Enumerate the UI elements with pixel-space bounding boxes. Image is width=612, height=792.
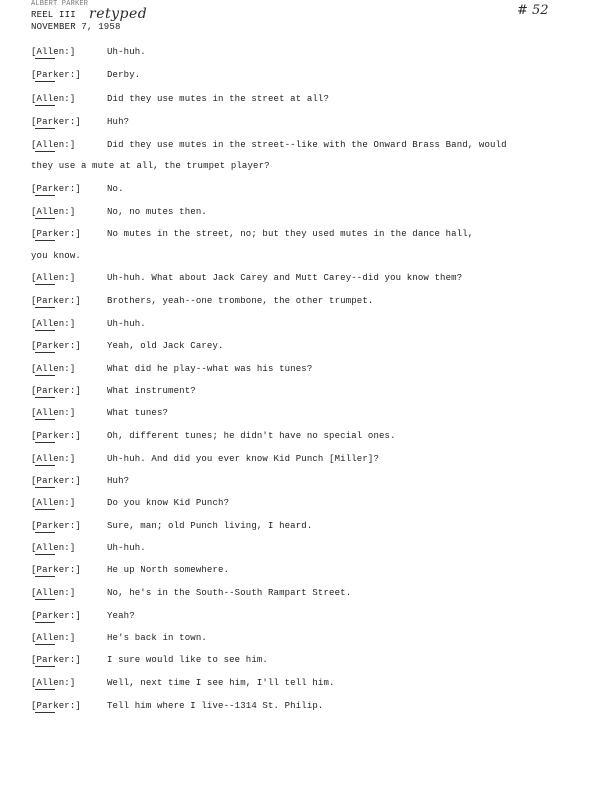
speaker-label: [Parker:] — [31, 386, 81, 396]
dialogue-text: Uh-huh. — [107, 47, 146, 57]
speaker-underline-mark — [35, 464, 55, 466]
speaker-underline-mark — [35, 711, 55, 713]
speaker-underline-mark — [35, 217, 55, 219]
speaker-underline-mark — [35, 396, 55, 398]
dialogue-text: He up North somewhere. — [107, 565, 230, 575]
speaker-label: [Allen:] — [31, 678, 76, 688]
speaker-label: [Parker:] — [31, 431, 81, 441]
dialogue-text: Uh-huh. — [107, 543, 146, 553]
speaker-underline-mark — [35, 239, 55, 241]
speaker-underline-mark — [35, 80, 55, 82]
speaker-label: [Allen:] — [31, 319, 76, 329]
speaker-underline-mark — [35, 598, 55, 600]
speaker-label: [Parker:] — [31, 701, 81, 711]
speaker-underline-mark — [35, 621, 55, 623]
speaker-label: [Allen:] — [31, 633, 76, 643]
speaker-underline-mark — [35, 643, 55, 645]
dialogue-text: Well, next time I see him, I'll tell him. — [107, 678, 335, 688]
speaker-underline-mark — [35, 531, 55, 533]
dialogue-text: Derby. — [107, 70, 141, 80]
speaker-label: [Parker:] — [31, 296, 81, 306]
speaker-label: [Allen:] — [31, 207, 76, 217]
speaker-label: [Parker:] — [31, 565, 81, 575]
speaker-underline-mark — [35, 57, 55, 59]
dialogue-text: No, no mutes then. — [107, 207, 207, 217]
dialogue-text: Brothers, yeah--one trombone, the other trumpet. — [107, 296, 374, 306]
dialogue-text: Did they use mutes in the street at all? — [107, 94, 330, 104]
speaker-underline-mark — [35, 374, 55, 376]
dialogue-continuation: you know. — [31, 251, 81, 261]
speaker-label: [Parker:] — [31, 184, 81, 194]
speaker-label: [Allen:] — [31, 47, 76, 57]
dialogue-text: Do you know Kid Punch? — [107, 498, 230, 508]
speaker-label: [Parker:] — [31, 117, 81, 127]
page-number: # 52 — [517, 3, 549, 18]
dialogue-text: He's back in town. — [107, 633, 207, 643]
speaker-label: [Allen:] — [31, 273, 76, 283]
speaker-label: [Allen:] — [31, 498, 76, 508]
dialogue-text: What instrument? — [107, 386, 196, 396]
dialogue-text: Uh-huh. What about Jack Carey and Mutt Carey--did you know them? — [107, 273, 463, 283]
speaker-underline-mark — [35, 441, 55, 443]
speaker-underline-mark — [35, 194, 55, 196]
dialogue-text: Did they use mutes in the street--like with the Onward Brass Band, would — [107, 140, 507, 150]
speaker-label: [Parker:] — [31, 521, 81, 531]
speaker-underline-mark — [35, 150, 55, 152]
speaker-label: [Parker:] — [31, 229, 81, 239]
speaker-label: [Parker:] — [31, 341, 81, 351]
speaker-label: [Allen:] — [31, 364, 76, 374]
retyped-handwritten-note: retyped — [89, 6, 148, 22]
dialogue-text: Yeah? — [107, 611, 135, 621]
dialogue-text: Huh? — [107, 476, 130, 486]
dialogue-text: No, he's in the South--South Rampart Street. — [107, 588, 352, 598]
dialogue-text: Uh-huh. And did you ever know Kid Punch [Miller]? — [107, 454, 379, 464]
speaker-underline-mark — [35, 553, 55, 555]
speaker-underline-mark — [35, 127, 55, 129]
narrator-name: ALBERT PARKER — [31, 0, 89, 8]
dialogue-text: No mutes in the street, no; but they used mutes in the dance hall, — [107, 229, 474, 239]
dialogue-text: Tell him where I live--1314 St. Philip. — [107, 701, 324, 711]
dialogue-text: Uh-huh. — [107, 319, 146, 329]
speaker-underline-mark — [35, 665, 55, 667]
speaker-label: [Parker:] — [31, 611, 81, 621]
speaker-underline-mark — [35, 688, 55, 690]
reel-label: REEL III — [31, 10, 76, 20]
speaker-underline-mark — [35, 283, 55, 285]
speaker-underline-mark — [35, 418, 55, 420]
speaker-label: [Allen:] — [31, 140, 76, 150]
speaker-label: [Allen:] — [31, 454, 76, 464]
dialogue-text: What tunes? — [107, 408, 169, 418]
speaker-label: [Allen:] — [31, 543, 76, 553]
dialogue-text: Yeah, old Jack Carey. — [107, 341, 224, 351]
speaker-label: [Parker:] — [31, 655, 81, 665]
speaker-label: [Parker:] — [31, 476, 81, 486]
dialogue-continuation: they use a mute at all, the trumpet player? — [31, 161, 270, 171]
dialogue-text: No. — [107, 184, 124, 194]
speaker-underline-mark — [35, 329, 55, 331]
dialogue-text: What did he play--what was his tunes? — [107, 364, 313, 374]
speaker-label: [Allen:] — [31, 588, 76, 598]
speaker-label: [Parker:] — [31, 70, 81, 80]
speaker-label: [Allen:] — [31, 408, 76, 418]
speaker-underline-mark — [35, 306, 55, 308]
speaker-underline-mark — [35, 351, 55, 353]
dialogue-text: Sure, man; old Punch living, I heard. — [107, 521, 313, 531]
dialogue-text: Oh, different tunes; he didn't have no special ones. — [107, 431, 396, 441]
speaker-underline-mark — [35, 104, 55, 106]
speaker-underline-mark — [35, 508, 55, 510]
dialogue-text: Huh? — [107, 117, 130, 127]
speaker-underline-mark — [35, 575, 55, 577]
speaker-label: [Allen:] — [31, 94, 76, 104]
dialogue-text: I sure would like to see him. — [107, 655, 268, 665]
interview-date: NOVEMBER 7, 1958 — [31, 22, 121, 32]
speaker-underline-mark — [35, 486, 55, 488]
